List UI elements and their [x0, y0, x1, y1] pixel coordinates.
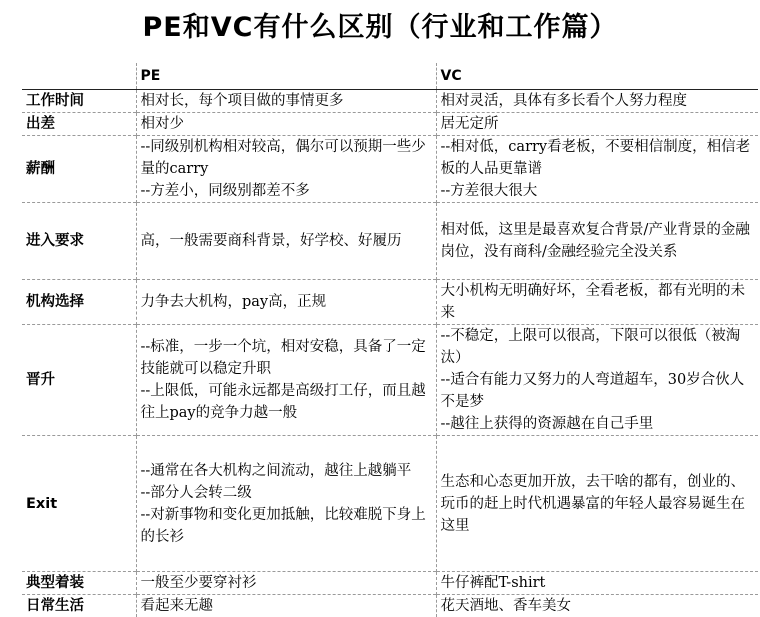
vc-cell: [436, 595, 758, 617]
table-row: [22, 325, 758, 436]
vc-cell: [436, 572, 758, 595]
pe-cell: [136, 572, 436, 595]
pe-cell-line: --上限低，可能永远都是高级打工仔，而且越往上pay的竞争力越一般: [141, 380, 433, 424]
pe-cell: [136, 136, 436, 203]
pe-cell-line: --方差小，同级别都差不多: [141, 180, 433, 202]
vc-cell: [436, 436, 758, 572]
table-row: [22, 203, 758, 280]
header-cell-empty: [22, 63, 136, 90]
table-row: [22, 280, 758, 325]
pe-cell: [136, 436, 436, 572]
page-title: PE和VC有什么区别（行业和工作篇）: [0, 6, 760, 50]
pe-cell-line: 力争去大机构，pay高，正规: [141, 291, 433, 313]
pe-cell: [136, 113, 436, 136]
vc-cell-line: 居无定所: [441, 113, 756, 135]
pe-cell-line: --标准，一步一个坑，相对安稳，具备了一定技能就可以稳定升职: [141, 336, 433, 380]
table-row: [22, 136, 758, 203]
vc-cell-line: 牛仔裤配T-shirt: [441, 572, 756, 594]
vc-cell: [436, 325, 758, 436]
vc-cell: [436, 203, 758, 280]
vc-cell-line: 生态和心态更加开放，去干啥的都有，创业的、玩币的赶上时代机遇暴富的年轻人最容易诞生在这里: [441, 471, 756, 537]
vc-cell-line: --方差很大很大: [441, 180, 756, 202]
row-label: 机构选择: [22, 280, 136, 325]
vc-cell: [436, 90, 758, 113]
pe-cell: [136, 325, 436, 436]
row-label: Exit: [22, 436, 136, 572]
pe-cell: [136, 90, 436, 113]
table-row: [22, 90, 758, 113]
vc-cell: [436, 113, 758, 136]
row-label: 进入要求: [22, 203, 136, 280]
row-label: 典型着装: [22, 572, 136, 595]
table-header-row: [22, 63, 758, 90]
vc-cell-line: --适合有能力又努力的人弯道超车，30岁合伙人不是梦: [441, 369, 756, 413]
pe-cell-line: --部分人会转二级: [141, 482, 433, 504]
vc-cell-line: 相对低，这里是最喜欢复合背景/产业背景的金融岗位，没有商科/金融经验完全没关系: [441, 219, 756, 263]
table-row: [22, 595, 758, 617]
pe-cell: [136, 203, 436, 280]
header-cell-pe: PE: [136, 63, 436, 90]
vc-cell: [436, 136, 758, 203]
row-label: 工作时间: [22, 90, 136, 113]
header-cell-vc: VC: [436, 63, 758, 90]
row-label: 日常生活: [22, 595, 136, 617]
pe-cell-line: 一般至少要穿衬衫: [141, 572, 433, 594]
row-label: 薪酬: [22, 136, 136, 203]
vc-cell: [436, 280, 758, 325]
pe-cell: [136, 595, 436, 617]
table-row: [22, 113, 758, 136]
vc-cell-line: --相对低，carry看老板，不要相信制度，相信老板的人品更靠谱: [441, 136, 756, 180]
table-row: [22, 572, 758, 595]
vc-cell-line: 相对灵活，具体有多长看个人努力程度: [441, 90, 756, 112]
pe-cell-line: --通常在各大机构之间流动，越往上越躺平: [141, 460, 433, 482]
pe-cell-line: 看起来无趣: [141, 595, 433, 617]
comparison-table: [22, 63, 758, 617]
pe-cell-line: --对新事物和变化更加抵触，比较难脱下身上的长衫: [141, 504, 433, 548]
pe-cell-line: 相对少: [141, 113, 433, 135]
pe-cell-line: --同级别机构相对较高，偶尔可以预期一些少量的carry: [141, 136, 433, 180]
row-label: 出差: [22, 113, 136, 136]
pe-cell: [136, 280, 436, 325]
vc-cell-line: --越往上获得的资源越在自己手里: [441, 413, 756, 435]
vc-cell-line: --不稳定，上限可以很高，下限可以很低（被淘汰）: [441, 325, 756, 369]
table-row: [22, 436, 758, 572]
pe-cell-line: 高，一般需要商科背景，好学校、好履历: [141, 230, 433, 252]
pe-cell-line: 相对长，每个项目做的事情更多: [141, 90, 433, 112]
row-label: 晋升: [22, 325, 136, 436]
vc-cell-line: 花天酒地、香车美女: [441, 595, 756, 617]
vc-cell-line: 大小机构无明确好坏，全看老板，都有光明的未来: [441, 280, 756, 324]
